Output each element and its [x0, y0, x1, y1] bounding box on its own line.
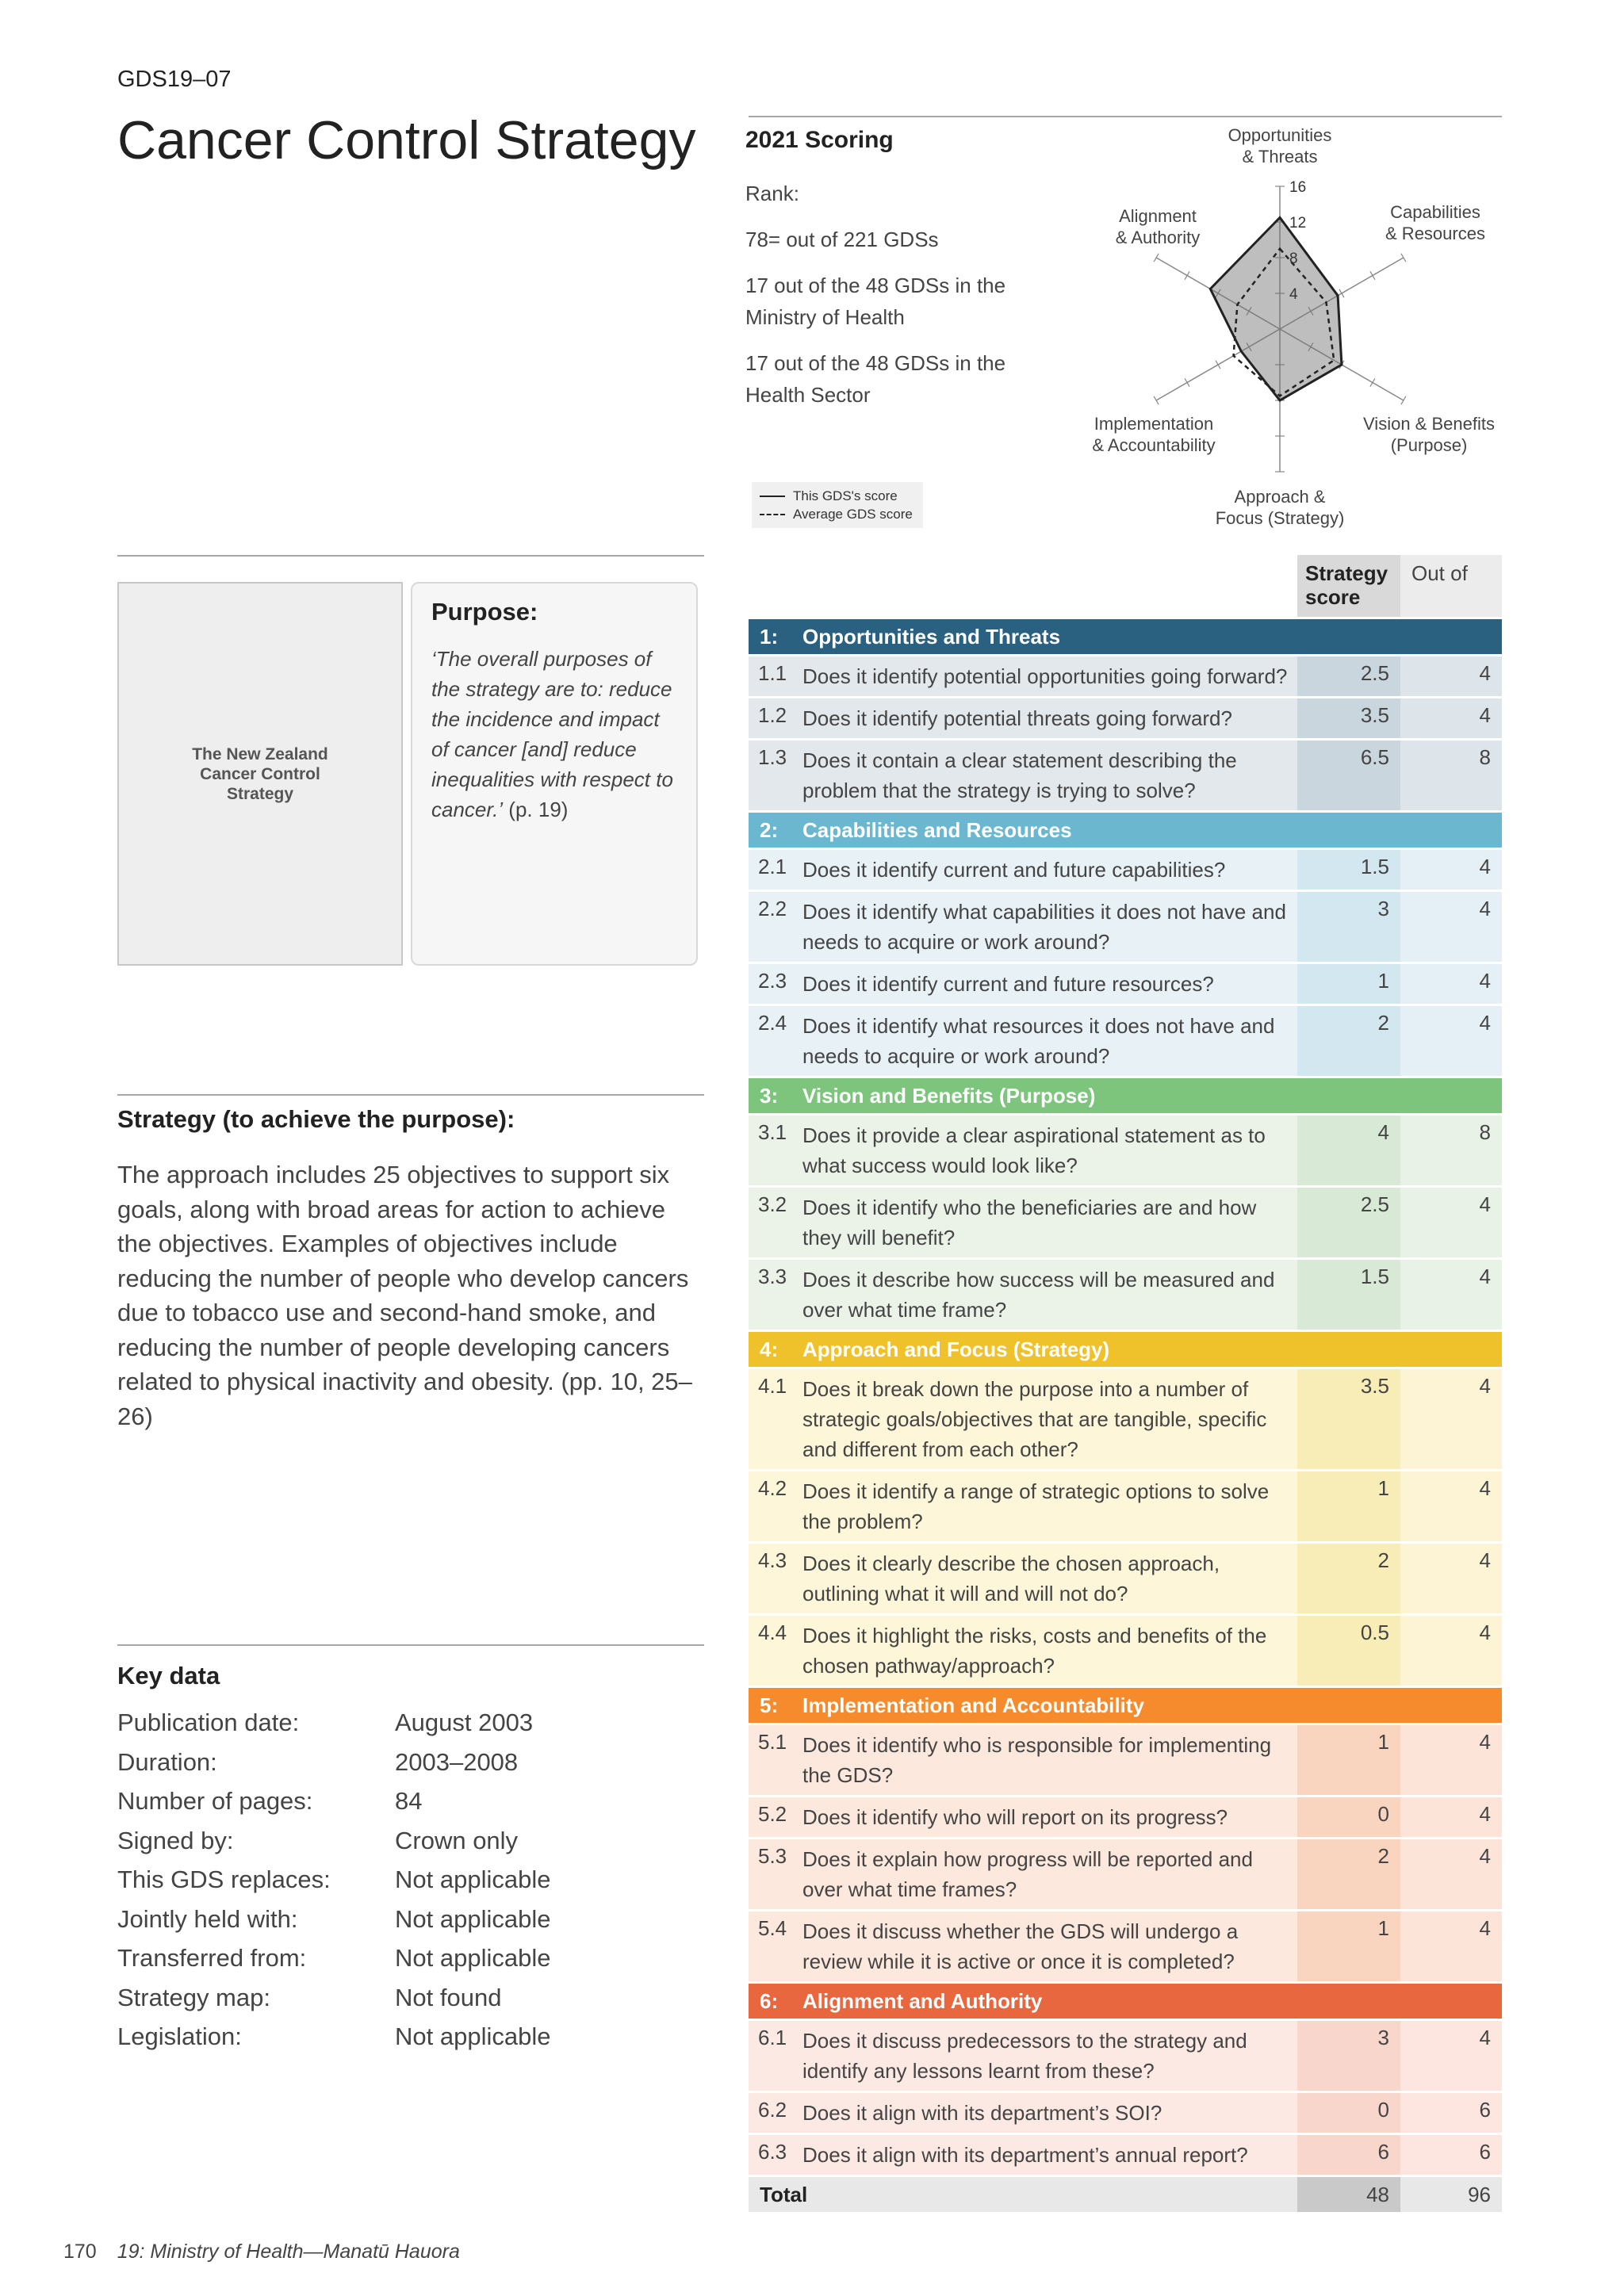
question-number: 5.4 — [758, 1916, 787, 1940]
legend-avg-label: Average GDS score — [793, 506, 913, 522]
radar-tick-mark — [1339, 289, 1344, 297]
radar-tick-label: 16 — [1289, 179, 1307, 196]
cover-image — [117, 582, 403, 966]
question-text: Does it explain how progress will be reported and over what time frames? — [802, 1847, 1253, 1901]
question-text: Does it describe how success will be measured and over what time frame? — [802, 1268, 1275, 1322]
strategy-score-cell: 0.5 — [1297, 1616, 1400, 1686]
question-number: 3.1 — [758, 1120, 787, 1144]
out-of-cell: 8 — [1400, 740, 1502, 810]
scoring-block — [745, 127, 1039, 425]
out-of-cell: 4 — [1400, 1188, 1502, 1257]
rank-ministry: 17 out of the 48 GDSs in the Ministry of Health — [745, 274, 1006, 329]
chapter-title: 19: Ministry of Health—Manatū Hauora — [117, 2241, 460, 2263]
key-data-value: Not applicable — [395, 2022, 551, 2050]
radar-tick-mark — [1185, 378, 1189, 386]
strategy-score-cell: 6 — [1297, 2135, 1400, 2175]
rank-label: Rank: — [745, 182, 799, 205]
out-of-cell: 4 — [1400, 1725, 1502, 1795]
page-title: Cancer Control Strategy — [117, 110, 696, 170]
question-number: 2.1 — [758, 855, 787, 878]
question-number: 1.2 — [758, 703, 787, 727]
gds-code: GDS19–07 — [117, 67, 232, 92]
table-header-blank — [749, 555, 1297, 617]
scoring-heading: 2021 Scoring — [745, 127, 894, 153]
table-row — [749, 892, 1502, 962]
section-number: 5: — [760, 1693, 779, 1717]
dashed-line-icon — [760, 514, 785, 515]
key-data-section — [117, 1662, 704, 2057]
key-data-label: This GDS replaces: — [117, 1866, 331, 1893]
key-data-row — [117, 1860, 704, 1900]
out-of-cell: 4 — [1400, 850, 1502, 890]
key-data-row — [117, 1938, 704, 1978]
radar-axis-label: Focus (Strategy) — [1215, 508, 1345, 528]
question-text: Does it identify a range of strategic options to solve the problem? — [802, 1479, 1270, 1533]
out-of-cell: 4 — [1400, 892, 1502, 962]
total-score: 48 — [1297, 2177, 1400, 2212]
out-of-cell: 4 — [1400, 1911, 1502, 1981]
radar-series-this-gds — [1210, 217, 1342, 400]
radar-tick-mark — [1154, 396, 1159, 404]
radar-axis-label: & Authority — [1115, 228, 1201, 247]
question-text: Does it align with its department’s annual report? — [802, 2143, 1248, 2167]
key-data-row — [117, 1781, 704, 1821]
section-header — [749, 1688, 1502, 1723]
question-text: Does it identify what resources it does not have and needs to acquire or work around? — [802, 1014, 1275, 1068]
purpose-text — [431, 644, 677, 825]
key-data-list — [117, 1703, 704, 2057]
section-header — [749, 813, 1502, 848]
radar-tick-mark — [1154, 254, 1159, 262]
section-title: Capabilities and Resources — [802, 817, 1072, 842]
table-row — [749, 1911, 1502, 1981]
table-row — [749, 1115, 1502, 1185]
strategy-score-cell: 3 — [1297, 892, 1400, 962]
key-data-heading: Key data — [117, 1662, 220, 1689]
table-row — [749, 1471, 1502, 1541]
radar-tick-label: 8 — [1289, 251, 1298, 267]
question-number: 4.4 — [758, 1621, 787, 1644]
strategy-body: The approach includes 25 objectives to support six goals, along with broad areas for action to achieve the objectives. Examples of objectives include reducing the number of people who develop cancers due to tobacco use and second-hand smoke, and reducing the number of people developing cancers related to physical inactivity and obesity. (pp. 10, 25–26) — [117, 1161, 692, 1430]
key-data-label: Duration: — [117, 1747, 217, 1776]
question-number: 2.3 — [758, 969, 787, 993]
radar-axis-label: & Accountability — [1092, 435, 1216, 455]
section-number: 6: — [760, 1988, 779, 2013]
key-data-label: Transferred from: — [117, 1944, 307, 1972]
question-number: 3.2 — [758, 1192, 787, 1216]
question-text: Does it identify current and future capabilities? — [802, 858, 1226, 882]
question-number: 1.1 — [758, 661, 787, 685]
question-text: Does it discuss whether the GDS will undergo a review while it is active or once it is completed? — [802, 1919, 1239, 1973]
question-text: Does it identify current and future resources? — [802, 972, 1214, 996]
cover-title: The New Zealand Cancer Control Strategy — [192, 744, 328, 803]
section-title: Vision and Benefits (Purpose) — [802, 1083, 1096, 1108]
radar-tick-label: 4 — [1289, 286, 1298, 303]
total-outof: 96 — [1468, 2182, 1491, 2206]
strategy-score-cell: 2 — [1297, 1544, 1400, 1613]
strategy-score-cell: 3.5 — [1297, 698, 1400, 738]
section-number: 4: — [760, 1337, 779, 1361]
radar-tick-label: 12 — [1289, 215, 1307, 232]
table-row — [749, 2093, 1502, 2133]
section-header — [749, 1332, 1502, 1367]
rank-overall: 78= out of 221 GDSs — [745, 228, 939, 251]
table-row — [749, 850, 1502, 890]
question-number: 2.4 — [758, 1011, 787, 1035]
strategy-score-cell: 0 — [1297, 2093, 1400, 2133]
strategy-score-cell: 3.5 — [1297, 1369, 1400, 1469]
legend-average-score — [760, 505, 915, 523]
radar-axis-label: & Threats — [1242, 147, 1318, 166]
question-number: 6.1 — [758, 2026, 787, 2049]
radar-legend — [752, 482, 923, 528]
question-text: Does it highlight the risks, costs and benefits of the chosen pathway/approach? — [802, 1624, 1267, 1678]
table-row — [749, 1006, 1502, 1076]
table-row — [749, 740, 1502, 810]
question-number: 5.3 — [758, 1844, 787, 1868]
top-rule-right — [749, 116, 1502, 117]
radar-axis-label: Vision & Benefits — [1363, 414, 1495, 434]
out-of-cell: 8 — [1400, 1115, 1502, 1185]
purpose-card — [411, 582, 698, 966]
rule-left-2 — [117, 1094, 704, 1096]
section-header — [749, 619, 1502, 654]
out-of-cell: 4 — [1400, 1797, 1502, 1837]
out-of-cell: 4 — [1400, 2021, 1502, 2091]
key-data-value: Not found — [395, 1983, 502, 2011]
table-row — [749, 1725, 1502, 1795]
question-number: 5.1 — [758, 1730, 787, 1754]
section-title: Approach and Focus (Strategy) — [802, 1337, 1110, 1361]
key-data-row — [117, 2017, 704, 2057]
radar-axis-label: Alignment — [1119, 206, 1197, 226]
strategy-score-cell: 3 — [1297, 2021, 1400, 2091]
question-number: 5.2 — [758, 1802, 787, 1826]
table-row — [749, 1839, 1502, 1909]
key-data-value: Crown only — [395, 1826, 519, 1854]
table-row — [749, 964, 1502, 1004]
strategy-score-cell: 0 — [1297, 1797, 1400, 1837]
table-row — [749, 2135, 1502, 2175]
question-number: 6.3 — [758, 2140, 787, 2164]
radar-axis-label: Capabilities — [1390, 202, 1480, 222]
table-row — [749, 1369, 1502, 1469]
radar-axis-label: Opportunities — [1228, 125, 1332, 145]
rule-left-1 — [117, 555, 704, 557]
section-number: 3: — [760, 1083, 779, 1108]
radar-tick-mark — [1401, 254, 1406, 262]
question-text: Does it identify what capabilities it does not have and needs to acquire or work around? — [802, 900, 1286, 954]
out-of-cell: 6 — [1400, 2093, 1502, 2133]
out-of-cell: 4 — [1400, 1616, 1502, 1686]
section-title: Alignment and Authority — [802, 1988, 1043, 2013]
section-number: 2: — [760, 817, 779, 842]
section-header — [749, 1078, 1502, 1113]
key-data-label: Signed by: — [117, 1826, 234, 1854]
score-table — [749, 555, 1502, 2212]
radar-chart — [1078, 119, 1522, 547]
radar-tick-mark — [1185, 271, 1189, 279]
key-data-value: Not applicable — [395, 1904, 551, 1933]
strategy-score-cell: 4 — [1297, 1115, 1400, 1185]
question-text: Does it align with its department’s SOI? — [802, 2101, 1162, 2125]
table-row — [749, 1616, 1502, 1686]
table-body — [749, 619, 1502, 2175]
question-number: 4.3 — [758, 1548, 787, 1572]
section-title: Opportunities and Threats — [802, 624, 1061, 649]
purpose-quote: ‘The overall purposes of the strategy are to: reduce the incidence and impact of cancer [and] reduce inequalities with respect to cancer.’ — [431, 647, 673, 821]
strategy-score-cell: 2.5 — [1297, 1188, 1400, 1257]
purpose-heading: Purpose: — [431, 598, 538, 626]
table-row — [749, 2021, 1502, 2091]
strategy-score-cell: 1 — [1297, 1725, 1400, 1795]
page-number: 170 — [63, 2241, 97, 2263]
question-text: Does it identify who is responsible for implementing the GDS? — [802, 1733, 1272, 1787]
key-data-label: Strategy map: — [117, 1983, 270, 2011]
key-data-row — [117, 1821, 704, 1861]
out-of-cell: 4 — [1400, 698, 1502, 738]
key-data-label: Legislation: — [117, 2022, 242, 2050]
col-out-of: Out of — [1400, 555, 1502, 617]
key-data-value: Not applicable — [395, 1866, 551, 1893]
key-data-value: Not applicable — [395, 1944, 551, 1972]
section-number: 1: — [760, 624, 779, 649]
section-header — [749, 1984, 1502, 2019]
strategy-score-cell: 1.5 — [1297, 850, 1400, 890]
strategy-score-cell: 1 — [1297, 1471, 1400, 1541]
rank-sector: 17 out of the 48 GDSs in the Health Sector — [745, 351, 1006, 407]
question-text: Does it discuss predecessors to the strategy and identify any lessons learnt from these? — [802, 2029, 1247, 2083]
strategy-score-cell: 6.5 — [1297, 740, 1400, 810]
table-row — [749, 698, 1502, 738]
key-data-value: 84 — [395, 1787, 423, 1815]
question-text: Does it clearly describe the chosen approach, outlining what it will and will not do? — [802, 1552, 1220, 1605]
out-of-cell: 6 — [1400, 2135, 1502, 2175]
total-label: Total — [760, 2182, 808, 2206]
out-of-cell: 4 — [1400, 1369, 1502, 1469]
key-data-label: Publication date: — [117, 1709, 300, 1736]
radar-tick-mark — [1216, 361, 1220, 369]
radar-axis-label: Implementation — [1094, 414, 1214, 434]
question-text: Does it contain a clear statement describing the problem that the strategy is trying to solve? — [802, 748, 1237, 802]
out-of-cell: 4 — [1400, 656, 1502, 696]
solid-line-icon — [760, 496, 785, 497]
key-data-label: Number of pages: — [117, 1787, 313, 1815]
out-of-cell: 4 — [1400, 1839, 1502, 1909]
key-data-row — [117, 1703, 704, 1743]
strategy-score-cell: 1 — [1297, 1911, 1400, 1981]
strategy-score-cell: 2.5 — [1297, 656, 1400, 696]
total-row — [749, 2177, 1502, 2212]
radar-axis-label: (Purpose) — [1390, 435, 1468, 455]
key-data-value: August 2003 — [395, 1709, 534, 1736]
question-text: Does it identify who will report on its progress? — [802, 1805, 1228, 1829]
legend-this-label: This GDS's score — [793, 488, 898, 503]
out-of-cell: 4 — [1400, 1544, 1502, 1613]
question-number: 1.3 — [758, 745, 787, 769]
strategy-section — [117, 1105, 704, 1433]
radar-axis-label: Approach & — [1234, 487, 1326, 507]
question-number: 4.1 — [758, 1374, 787, 1398]
out-of-cell: 4 — [1400, 964, 1502, 1004]
rule-left-3 — [117, 1644, 704, 1646]
strategy-score-cell: 1 — [1297, 964, 1400, 1004]
radar-axis-label: & Resources — [1385, 224, 1485, 243]
table-row — [749, 1797, 1502, 1837]
question-number: 2.2 — [758, 897, 787, 920]
question-text: Does it identify who the beneficiaries are and how they will benefit? — [802, 1196, 1257, 1249]
key-data-row — [117, 1743, 704, 1782]
purpose-ref: (p. 19) — [503, 798, 569, 821]
out-of-cell: 4 — [1400, 1260, 1502, 1330]
question-text: Does it identify potential opportunities going forward? — [802, 664, 1288, 688]
table-row — [749, 1188, 1502, 1257]
table-header — [749, 555, 1502, 617]
table-row — [749, 656, 1502, 696]
strategy-score-cell: 2 — [1297, 1006, 1400, 1076]
strategy-heading: Strategy (to achieve the purpose): — [117, 1105, 515, 1133]
question-number: 6.2 — [758, 2098, 787, 2122]
key-data-row — [117, 1900, 704, 1939]
out-of-cell: 4 — [1400, 1006, 1502, 1076]
question-text: Does it provide a clear aspirational statement as to what success would look like? — [802, 1123, 1266, 1177]
strategy-score-cell: 1.5 — [1297, 1260, 1400, 1330]
key-data-label: Jointly held with: — [117, 1904, 298, 1933]
question-number: 4.2 — [758, 1476, 787, 1500]
question-number: 3.3 — [758, 1265, 787, 1288]
key-data-value: 2003–2008 — [395, 1747, 519, 1776]
question-text: Does it identify potential threats going forward? — [802, 706, 1232, 730]
strategy-score-cell: 2 — [1297, 1839, 1400, 1909]
legend-this-score — [760, 487, 915, 505]
section-title: Implementation and Accountability — [802, 1693, 1144, 1717]
radar-tick-mark — [1370, 378, 1375, 386]
page-footer — [63, 2241, 460, 2263]
table-row — [749, 1544, 1502, 1613]
radar-tick-mark — [1370, 271, 1375, 279]
out-of-cell: 4 — [1400, 1471, 1502, 1541]
radar-tick-mark — [1401, 396, 1406, 404]
col-strategy-score: Strategy score — [1297, 555, 1400, 617]
question-text: Does it break down the purpose into a number of strategic goals/objectives that are tangible, specific and different from each other? — [802, 1377, 1267, 1461]
key-data-row — [117, 1978, 704, 2018]
table-row — [749, 1260, 1502, 1330]
